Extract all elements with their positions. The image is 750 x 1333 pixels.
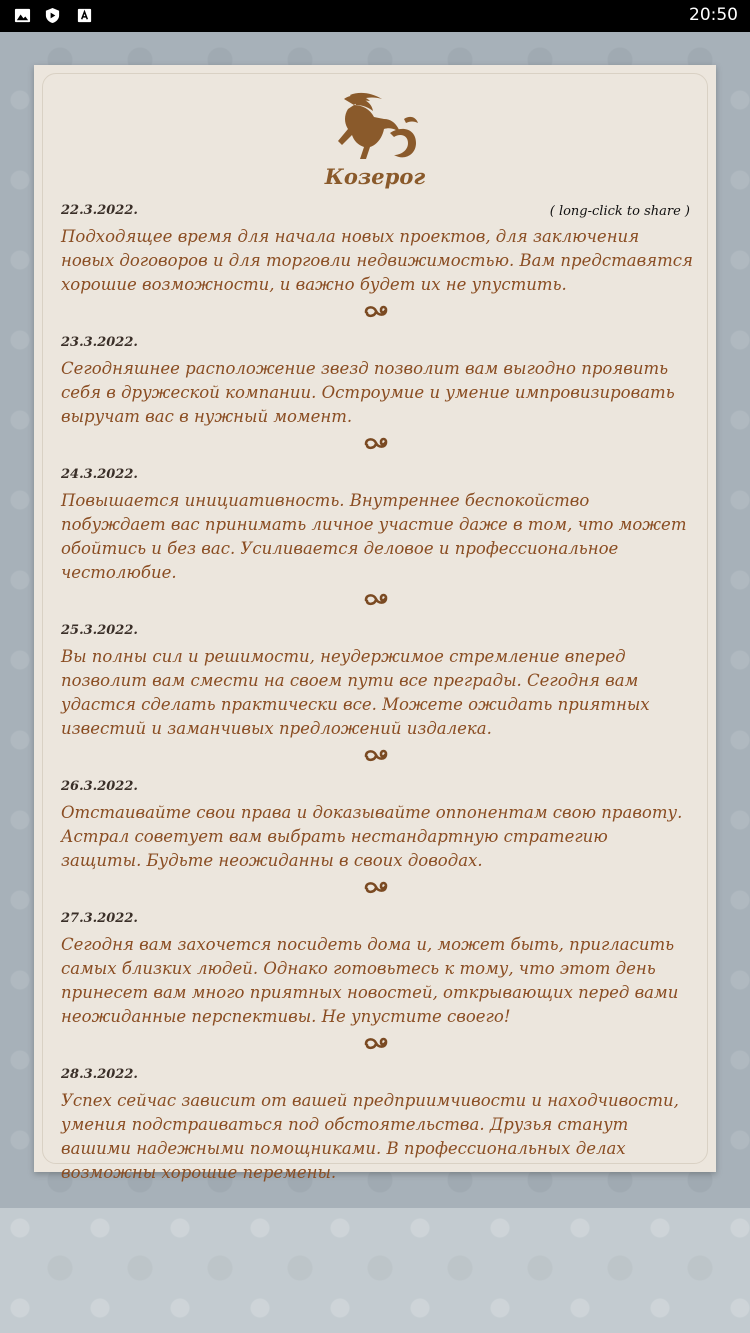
entry-text: Повышается инициативность. Внутреннее беспокойство побуждает вас принимать личное участие даже в том, что может обойтись и без вас. Усиливается деловое и профессиональное честолюбие. [61, 491, 687, 582]
text-a-icon [76, 7, 93, 24]
entry[interactable] [61, 777, 693, 873]
status-time: 20:50 [689, 5, 738, 25]
ornament-icon [363, 747, 391, 765]
entry[interactable] [61, 333, 693, 429]
ornament-divider [61, 1035, 693, 1061]
entry-text: Успех сейчас зависит от вашей предприимчивости и находчивости, умения подстраиваться под обстоятельства. Друзья станут вашими надежными помощниками. В профессиональных делах возможны хорошие перемены. [61, 1091, 679, 1182]
entry-date: 23.3.2022. [61, 335, 138, 350]
entry-date: 27.3.2022. [61, 911, 138, 926]
horoscope-card[interactable] [34, 65, 716, 1182]
entry-date: 28.3.2022. [61, 1067, 138, 1082]
shield-play-icon [44, 7, 61, 24]
bottom-background [0, 1208, 750, 1333]
entry-text: Сегодня вам захочется посидеть дома и, может быть, пригласить самых близких людей. Однако готовьтесь к тому, что этот день принесет вам много приятных новостей, открывающих перед вами неожиданные перспективы. Не упустите своего! [61, 935, 679, 1026]
entry-text: Подходящее время для начала новых проектов, для заключения новых договоров и для торговли недвижимостью. Вам представятся хорошие возможности, и важно будет их не упустить. [61, 227, 693, 294]
entry-date: 25.3.2022. [61, 623, 138, 638]
ornament-icon [363, 435, 391, 453]
capricorn-icon [330, 89, 420, 167]
entry-date: 26.3.2022. [61, 779, 138, 794]
ornament-divider [61, 747, 693, 773]
status-bar [0, 0, 750, 32]
ornament-icon [363, 303, 391, 321]
gallery-icon [14, 7, 31, 24]
entry[interactable] [61, 201, 693, 297]
ornament-icon [363, 879, 391, 897]
ornament-divider [61, 591, 693, 617]
entry-text: Сегодняшнее расположение звезд позволит вам выгодно проявить себя в дружеской компании. Остроумие и умение импровизировать выручат вас в нужный момент. [61, 359, 675, 426]
share-hint: ( long-click to share ) [549, 204, 690, 219]
ornament-icon [363, 591, 391, 609]
entry[interactable] [61, 465, 693, 585]
horoscope-entries [61, 201, 693, 1185]
entry-text: Отстаивайте свои права и доказывайте оппонентам свою правоту. Астрал советует вам выбрать нестандартную стратегию защиты. Будьте неожиданны в своих доводах. [61, 803, 683, 870]
entry-date: 24.3.2022. [61, 467, 138, 482]
sign-title: Козерог [324, 164, 426, 189]
entry[interactable] [61, 909, 693, 1029]
ornament-divider [61, 879, 693, 905]
ornament-divider [61, 435, 693, 461]
entry-date: 22.3.2022. [61, 203, 138, 218]
ornament-divider [61, 303, 693, 329]
entry[interactable] [61, 1065, 693, 1185]
entry[interactable] [61, 621, 693, 741]
ornament-icon [363, 1035, 391, 1053]
entry-text: Вы полны сил и решимости, неудержимое стремление вперед позволит вам смести на своем пути все преграды. Сегодня вам удастся сделать практически все. Можете ожидать приятных известий и заманчивых предложений издалека. [61, 647, 650, 738]
